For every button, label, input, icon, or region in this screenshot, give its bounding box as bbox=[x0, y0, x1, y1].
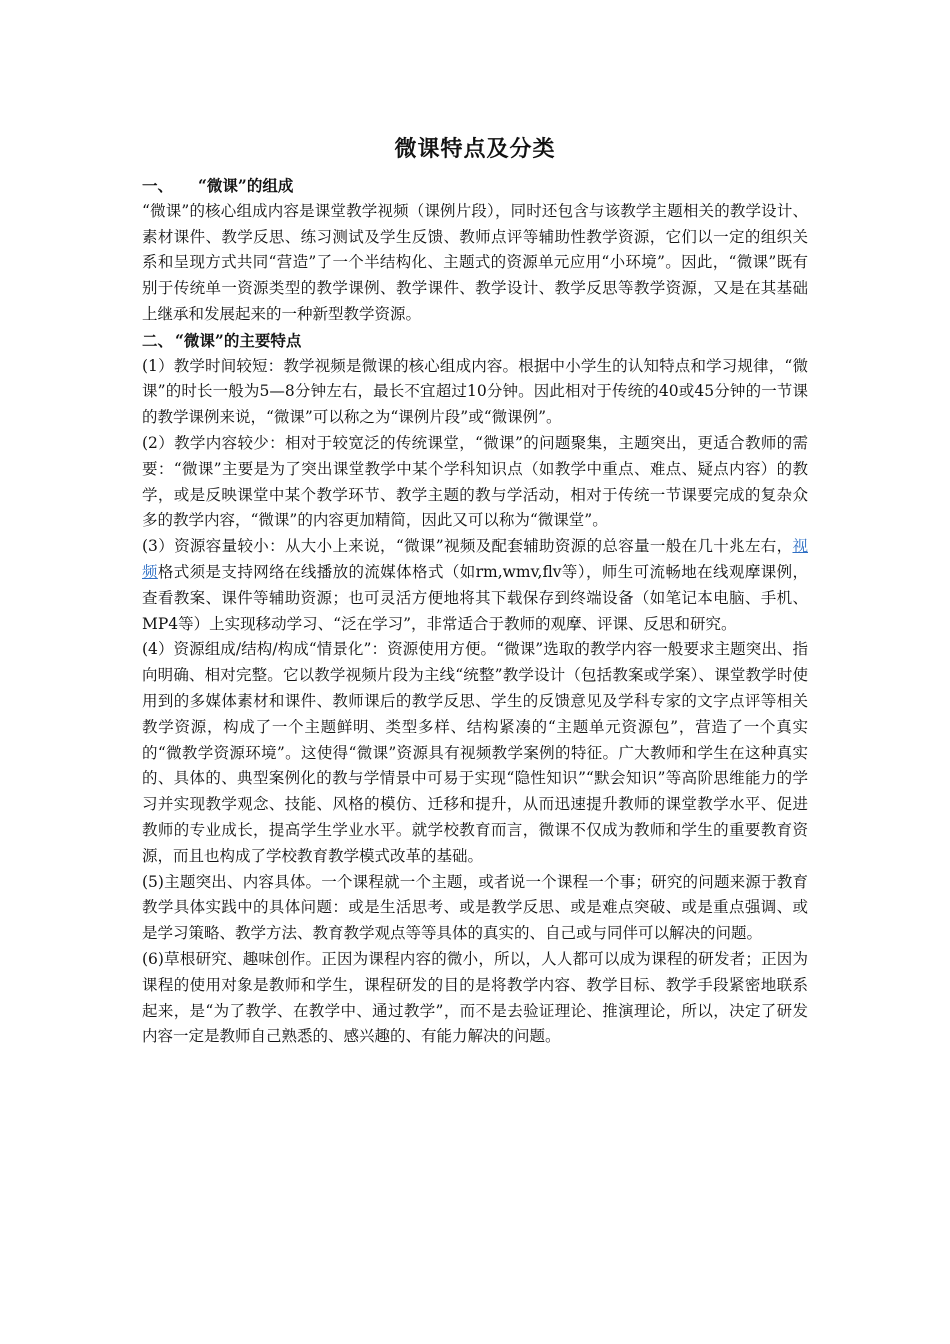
section-1-paragraph: “微课”的核心组成内容是课堂教学视频（课例片段），同时还包含与该教学主题相关的教学设计、素材课件、教学反思、练习测试及学生反馈、教师点评等辅助性教学资源，它们以一定的组织关系和呈现方式共同“营造”了一个半结构化、主题式的资源单元应用“小环境”。因此，“微课”既有别于传统单一资源类型的教学课例、教学课件、教学设计、教学反思等教学资源，又是在其基础上继承和发展起来的一种新型教学资源。 bbox=[142, 201, 808, 323]
document-page bbox=[142, 133, 808, 1050]
section-1-heading-text: “微课”的组成 bbox=[198, 176, 294, 195]
document-title: 微课特点及分类 bbox=[394, 136, 556, 162]
section-2-heading-text: “微课”的主要特点 bbox=[175, 330, 302, 350]
feature-6-paragraph: (6)草根研究、趣味创作。正因为课程内容的微小，所以，人人都可以成为课程的研发者；正因为课程的使用对象是教师和学生，课程研发的目的是将教学内容、教学目标、教学手段紧密地联系起来，是“为了教学、在教学中、通过教学”，而不是去验证理论、推演理论，所以，决定了研发内容一定是教师自己熟悉的、感兴趣的、有能力解决的问题。 bbox=[142, 949, 808, 1046]
feature-3-text-after: 格式须是支持网络在线播放的流媒体格式（如rm,wmv,flv等），师生可流畅地在线观摩课例，查看教案、课件等辅助资源；也可灵活方便地将其下载保存到终端设备（如笔记本电脑、手机、MP4等）上实现移动学习、“泛在学习”，非常适合于教师的观摩、评课、反思和研究。 bbox=[142, 562, 808, 633]
feature-5-paragraph: (5)主题突出、内容具体。一个课程就一个主题，或者说一个课程一个事；研究的问题来源于教育教学具体实践中的具体问题：或是生活思考、或是教学反思、或是难点突破、或是重点强调、或是学习策略、教学方法、教育教学观点等等具体的真实的、自己或与同伴可以解决的问题。 bbox=[142, 872, 808, 943]
section-2-number: 二、 bbox=[142, 330, 174, 350]
feature-2-paragraph: (2）教学内容较少：相对于较宽泛的传统课堂，“微课”的问题聚集，主题突出，更适合教师的需要：“微课”主要是为了突出课堂教学中某个学科知识点（如教学中重点、难点、疑点内容）的教学，或是反映课堂中某个教学环节、教学主题的教与学活动，相对于传统一节课要完成的复杂众多的教学内容，“微课”的内容更加精简，因此又可以称为“微课堂”。 bbox=[142, 433, 808, 530]
section-1-number: 一、 bbox=[142, 176, 174, 195]
feature-3-paragraph bbox=[142, 534, 808, 637]
section-2-heading bbox=[142, 328, 808, 354]
video-link[interactable]: 视频 bbox=[142, 537, 808, 581]
feature-3-text-before: (3）资源容量较小：从大小上来说，“微课”视频及配套辅助资源的总容量一般在几十兆左右， bbox=[142, 537, 793, 556]
section-1-heading bbox=[142, 173, 808, 199]
feature-1-paragraph: (1）教学时间较短：教学视频是微课的核心组成内容。根据中小学生的认知特点和学习规律，“微课”的时长一般为5—8分钟左右，最长不宜超过10分钟。因此相对于传统的40或45分钟的一节课的教学课例来说，“微课”可以称之为“课例片段”或“微课例”。 bbox=[142, 356, 808, 427]
feature-4-paragraph: (4）资源组成/结构/构成“情景化”：资源使用方便。“微课”选取的教学内容一般要求主题突出、指向明确、相对完整。它以教学视频片段为主线“统整”教学设计（包括教案或学案）、课堂教学时使用到的多媒体素材和课件、教师课后的教学反思、学生的反馈意见及学科专家的文字点评等相关教学资源，构成了一个主题鲜明、类型多样、结构紧凑的“主题单元资源包”，营造了一个真实的“微教学资源环境”。这使得“微课”资源具有视频教学案例的特征。广大教师和学生在这种真实的、具体的、典型案例化的教与学情景中可易于实现“隐性知识”“默会知识”等高阶思维能力的学习并实现教学观念、技能、风格的模仿、迁移和提升，从而迅速提升教师的课堂教学水平、促进教师的专业成长，提高学生学业水平。就学校教育而言，微课不仅成为教师和学生的重要教育资源，而且也构成了学校教育教学模式改革的基础。 bbox=[142, 640, 808, 865]
